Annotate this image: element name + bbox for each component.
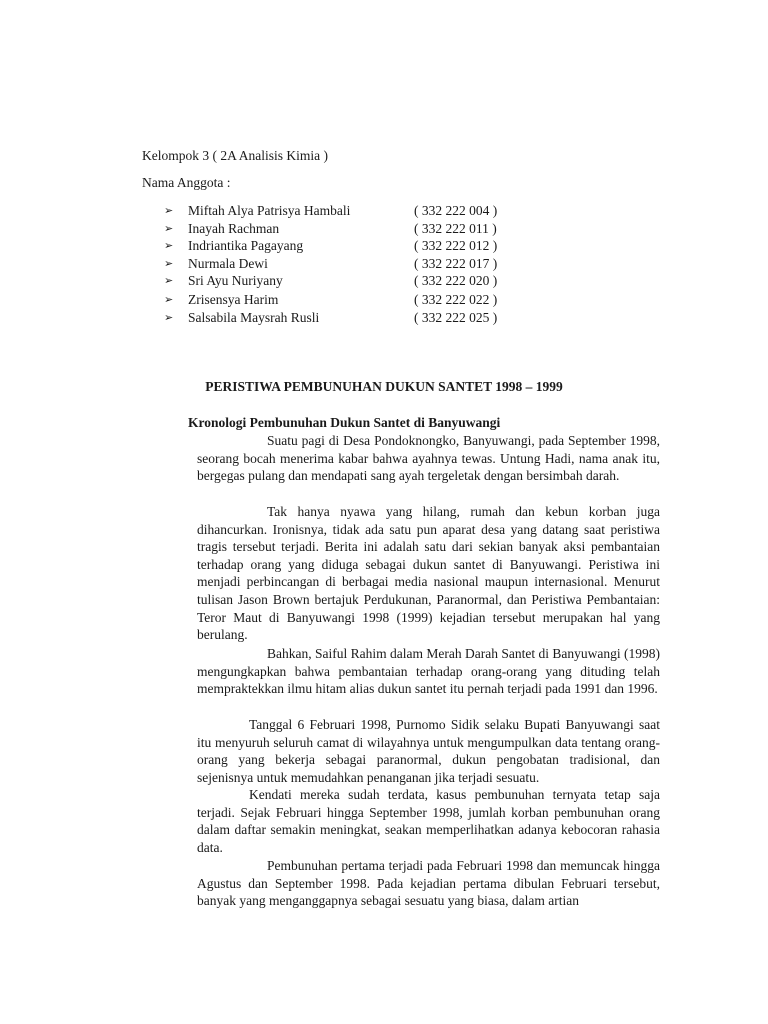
arrow-bullet-icon: ➢ bbox=[164, 275, 174, 287]
member-nim: ( 332 222 025 ) bbox=[414, 310, 498, 325]
arrow-bullet-icon: ➢ bbox=[164, 258, 174, 270]
body-paragraph: Tak hanya nyawa yang hilang, rumah dan kebun korban juga dihancurkan. Ironisnya, tidak ada satu pun aparat desa yang datang saat peristiwa tragis tersebut terjadi. Berita ini adalah satu dari sekian banyak aksi pembantaian terhadap orang yang diduga sebagai dukun santet di Banyuwangi. Peristiwa ini menjadi perbincangan di berbagai media nasional maupun internasional. Menurut tulisan Jason Brown bertajuk Perdukunan, Paranormal, dan Peristiwa Pembantaian: Teror Maut di Banyuwangi 1998 (1999) kejadian tersebut merupakan hal yang berulang. bbox=[197, 504, 660, 643]
member-name: Zrisensya Harim bbox=[188, 292, 279, 307]
member-row bbox=[0, 291, 768, 309]
group-heading: Kelompok 3 ( 2A Analisis Kimia ) bbox=[142, 148, 328, 163]
member-nim: ( 332 222 017 ) bbox=[414, 256, 498, 271]
member-row bbox=[0, 255, 768, 273]
body-paragraph: Bahkan, Saiful Rahim dalam Merah Darah Santet di Banyuwangi (1998) mengungkapkan bahwa pembantaian terhadap orang-orang yang dituding telah mempraktekkan ilmu hitam alias dukun santet itu pernah terjadi pada 1991 dan 1996. bbox=[197, 646, 660, 697]
member-nim: ( 332 222 020 ) bbox=[414, 273, 498, 288]
arrow-bullet-icon: ➢ bbox=[164, 223, 174, 235]
member-row bbox=[0, 220, 768, 238]
members-label: Nama Anggota : bbox=[142, 175, 231, 190]
member-name: Inayah Rachman bbox=[188, 221, 280, 236]
arrow-bullet-icon: ➢ bbox=[164, 294, 174, 306]
member-name: Salsabila Maysrah Rusli bbox=[188, 310, 320, 325]
member-nim: ( 332 222 011 ) bbox=[414, 221, 497, 236]
body-paragraph: Kendati mereka sudah terdata, kasus pembunuhan ternyata tetap saja terjadi. Sejak Februari hingga September 1998, jumlah korban pembunuhan orang dalam daftar semakin meningkat, seakan memperlihatkan adanya kebocoran rahasia data. bbox=[197, 787, 660, 855]
member-row bbox=[0, 272, 768, 290]
member-row bbox=[0, 202, 768, 220]
member-name: Nurmala Dewi bbox=[188, 256, 268, 271]
body-paragraph: Pembunuhan pertama terjadi pada Februari 1998 dan memuncak hingga Agustus dan September 1998. Pada kejadian pertama dibulan Februari tersebut, banyak yang menganggapnya sebagai sesuatu yang biasa, dalam artian bbox=[197, 858, 660, 909]
arrow-bullet-icon: ➢ bbox=[164, 240, 174, 252]
member-nim: ( 332 222 022 ) bbox=[414, 292, 498, 307]
arrow-bullet-icon: ➢ bbox=[164, 205, 174, 217]
body-paragraph: Suatu pagi di Desa Pondoknongko, Banyuwangi, pada September 1998, seorang bocah menerima kabar bahwa ayahnya tewas. Untung Hadi, nama anak itu, bergegas pulang dan mendapati sang ayah tergeletak dengan bersimbah darah. bbox=[197, 433, 660, 484]
member-name: Indriantika Pagayang bbox=[188, 238, 304, 253]
member-name: Sri Ayu Nuriyany bbox=[188, 273, 283, 288]
member-row bbox=[0, 237, 768, 255]
arrow-bullet-icon: ➢ bbox=[164, 312, 174, 324]
body-paragraph: Tanggal 6 Februari 1998, Purnomo Sidik selaku Bupati Banyuwangi saat itu menyuruh seluruh camat di wilayahnya untuk mengumpulkan data tentang orang-orang yang bekerja sebagai paranormal, dukun pengobatan tradisional, dan sejenisnya untuk memudahkan penanganan jika terjadi sesuatu. bbox=[197, 717, 660, 785]
member-name: Miftah Alya Patrisya Hambali bbox=[188, 203, 351, 218]
member-nim: ( 332 222 004 ) bbox=[414, 203, 498, 218]
article-title: PERISTIWA PEMBUNUHAN DUKUN SANTET 1998 – 1999 bbox=[205, 379, 563, 394]
member-row bbox=[0, 309, 768, 327]
member-nim: ( 332 222 012 ) bbox=[414, 238, 498, 253]
section-heading: Kronologi Pembunuhan Dukun Santet di Banyuwangi bbox=[188, 415, 501, 430]
